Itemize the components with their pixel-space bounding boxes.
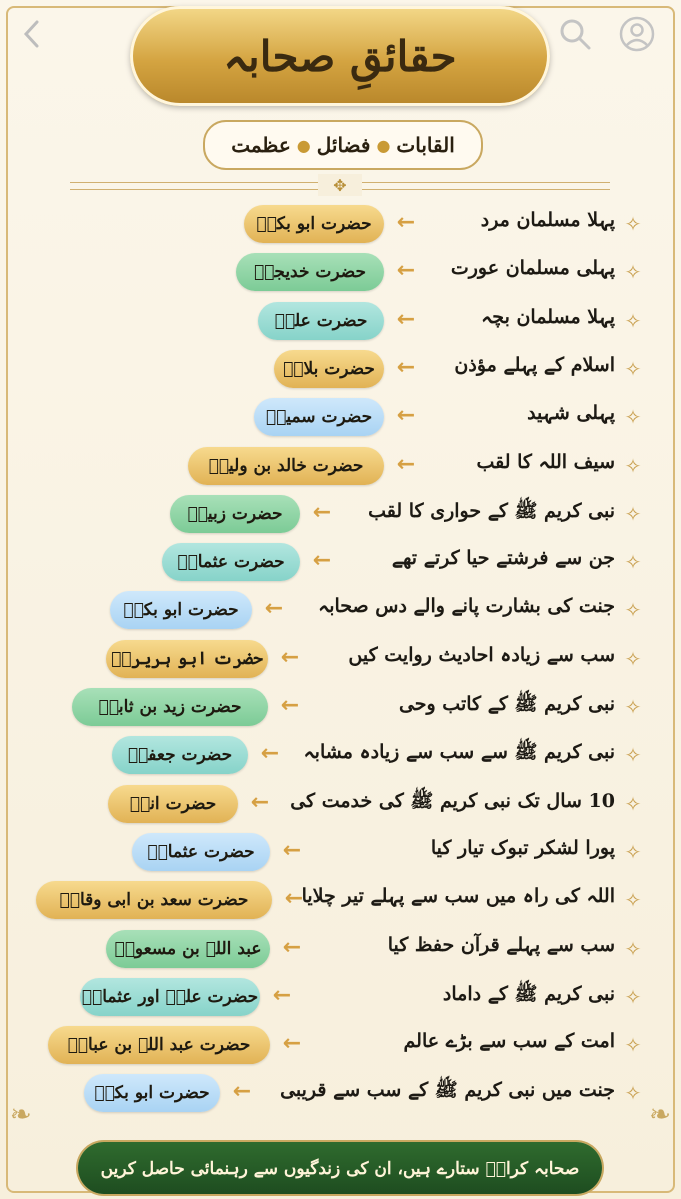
chevron-left-icon xyxy=(21,19,43,49)
arrow-left-icon: ← xyxy=(272,982,292,1008)
answer-pill: حضرت جعفرؓ xyxy=(112,736,248,774)
fact-label: نبی کریم ﷺ کے حواری کا لقب xyxy=(368,499,615,522)
arrow-left-icon: ← xyxy=(396,354,416,380)
sparkle-icon: ✧ xyxy=(624,791,642,816)
back-button[interactable] xyxy=(12,14,52,54)
divider-ornament-icon: ✥ xyxy=(318,174,362,196)
sparkle-icon: ✧ xyxy=(624,984,642,1009)
bullet-icon: ● xyxy=(296,135,311,155)
fact-label: سب سے زیادہ احادیث روایت کیں xyxy=(348,643,615,666)
answer-pill: حضرت زبیرؓ xyxy=(170,495,300,533)
sparkle-icon: ✧ xyxy=(624,839,642,864)
fact-label: امت کے سب سے بڑے عالم xyxy=(403,1030,615,1053)
search-button[interactable] xyxy=(555,14,595,54)
fact-row xyxy=(0,881,681,919)
arrow-left-icon: ← xyxy=(396,403,416,429)
sparkle-icon: ✧ xyxy=(624,550,642,575)
sparkle-icon: ✧ xyxy=(624,1033,642,1058)
page-title: حقائقِ صحابہ xyxy=(223,31,457,81)
answer-pill: حضرت ابو ہریرہؓ xyxy=(106,640,268,678)
footer-banner xyxy=(78,1142,602,1194)
arrow-left-icon: ← xyxy=(260,741,280,767)
arrow-left-icon: ← xyxy=(282,837,302,863)
answer-pill: حضرت عثمانؓ xyxy=(162,543,300,581)
sparkle-icon: ✧ xyxy=(624,308,642,333)
sparkle-icon: ✧ xyxy=(624,1081,642,1106)
sparkle-icon: ✧ xyxy=(624,356,642,381)
arrow-left-icon: ← xyxy=(280,644,300,670)
answer-pill: حضرت سمیہؓ xyxy=(254,398,384,436)
answer-pill: حضرت خدیجہؓ xyxy=(236,253,384,291)
fact-row xyxy=(0,1074,681,1112)
fact-row xyxy=(0,785,681,823)
fact-label: نبی کریم ﷺ کے کاتب وحی xyxy=(398,693,615,715)
arrow-left-icon: ← xyxy=(396,306,416,332)
subtitle-item: القابات xyxy=(396,133,455,157)
answer-pill: حضرت بلالؓ xyxy=(274,350,384,388)
arrow-left-icon: ← xyxy=(284,886,304,912)
fact-label: پہلی مسلمان عورت xyxy=(450,257,615,280)
fact-row xyxy=(0,253,681,291)
fact-row xyxy=(0,543,681,581)
fact-label: پورا لشکر تبوک تیار کیا xyxy=(430,836,615,859)
answer-pill: حضرت ابو بکرؓ xyxy=(244,205,384,243)
fact-label: پہلی شہید xyxy=(527,402,615,425)
fact-row xyxy=(0,302,681,340)
fact-row xyxy=(0,447,681,485)
fact-row xyxy=(0,930,681,968)
answer-pill: حضرت زید بن ثابتؓ xyxy=(72,688,268,726)
arrow-left-icon: ← xyxy=(312,499,332,525)
arrow-left-icon: ← xyxy=(250,789,270,815)
corner-ornament-icon: ❧ xyxy=(649,1100,671,1130)
answer-pill: عبد اللہ بن مسعودؓ xyxy=(106,930,270,968)
sparkle-icon: ✧ xyxy=(624,888,642,913)
sparkle-icon: ✧ xyxy=(624,405,642,430)
fact-row xyxy=(0,978,681,1016)
answer-pill: حضرت عثمانؓ xyxy=(132,833,270,871)
fact-row xyxy=(0,495,681,533)
arrow-left-icon: ← xyxy=(282,1031,302,1057)
fact-label: نبی کریم ﷺ کے داماد xyxy=(442,982,615,1005)
profile-button[interactable] xyxy=(617,14,657,54)
subtitle-bar xyxy=(203,120,483,170)
answer-pill: حضرت سعد بن ابی وقاصؓ xyxy=(36,881,272,919)
sparkle-icon: ✧ xyxy=(624,646,642,671)
answer-pill: حضرت انسؓ xyxy=(108,785,238,823)
fact-label: سب سے پہلے قرآن حفظ کیا xyxy=(387,933,615,956)
fact-label: نبی کریم ﷺ سے سب سے زیادہ مشابہ xyxy=(303,741,615,764)
subtitle-item: عظمت xyxy=(231,133,291,157)
answer-pill: حضرت ابو بکرؓ xyxy=(110,591,252,629)
fact-row xyxy=(0,398,681,436)
answer-pill: حضرت خالد بن ولیدؓ xyxy=(188,447,384,485)
fact-label: جن سے فرشتے حیا کرتے تھے xyxy=(391,547,615,570)
sparkle-icon: ✧ xyxy=(624,212,642,236)
fact-row xyxy=(0,736,681,774)
fact-row xyxy=(0,640,681,678)
arrow-left-icon: ← xyxy=(396,210,416,235)
search-icon xyxy=(557,16,593,52)
fact-label: جنت میں نبی کریم ﷺ کے سب سے قریبی xyxy=(280,1079,615,1102)
fact-label: 10 سال تک نبی کریم ﷺ کی خدمت کی xyxy=(290,789,615,812)
fact-row xyxy=(0,205,681,243)
fact-label: جنت کی بشارت پانے والے دس صحابہ xyxy=(318,595,615,618)
arrow-left-icon: ← xyxy=(282,934,302,960)
fact-label: پہلا مسلمان بچہ xyxy=(481,305,615,328)
sparkle-icon: ✧ xyxy=(624,598,642,623)
user-icon xyxy=(618,15,656,53)
answer-pill: حضرت علیؓ xyxy=(258,302,384,340)
arrow-left-icon: ← xyxy=(232,1079,252,1105)
sparkle-icon: ✧ xyxy=(624,260,642,285)
fact-label: سیف اللہ کا لقب xyxy=(476,450,615,473)
fact-label: اسلام کے پہلے مؤذن xyxy=(454,353,615,376)
arrow-left-icon: ← xyxy=(396,451,416,477)
bullet-icon: ● xyxy=(376,135,391,155)
arrow-left-icon: ← xyxy=(396,258,416,284)
title-banner xyxy=(130,6,550,106)
sparkle-icon: ✧ xyxy=(624,501,642,526)
answer-pill: حضرت ابو بکرؓ xyxy=(84,1074,220,1112)
arrow-left-icon: ← xyxy=(264,596,284,622)
footer-text: صحابہ کرامؓ ستارے ہیں، ان کی زندگیوں سے رہنمائی حاصل کریں xyxy=(100,1158,580,1179)
corner-ornament-icon: ❧ xyxy=(10,1100,32,1130)
fact-label: اللہ کی راہ میں سب سے پہلے تیر چلایا xyxy=(301,885,615,908)
fact-row xyxy=(0,350,681,388)
fact-label: پہلا مسلمان مرد xyxy=(480,209,615,231)
subtitle-item: فضائل xyxy=(316,133,371,157)
fact-row xyxy=(0,833,681,871)
answer-pill: حضرت علیؓ اور عثمانؓ xyxy=(80,978,260,1016)
fact-row xyxy=(0,1026,681,1064)
sparkle-icon: ✧ xyxy=(624,695,642,719)
fact-row xyxy=(0,688,681,726)
answer-pill: حضرت عبد اللہ بن عباسؓ xyxy=(48,1026,270,1064)
sparkle-icon: ✧ xyxy=(624,936,642,961)
arrow-left-icon: ← xyxy=(280,693,300,718)
sparkle-icon: ✧ xyxy=(624,453,642,478)
fact-row xyxy=(0,591,681,629)
sparkle-icon: ✧ xyxy=(624,743,642,768)
arrow-left-icon: ← xyxy=(312,548,332,574)
